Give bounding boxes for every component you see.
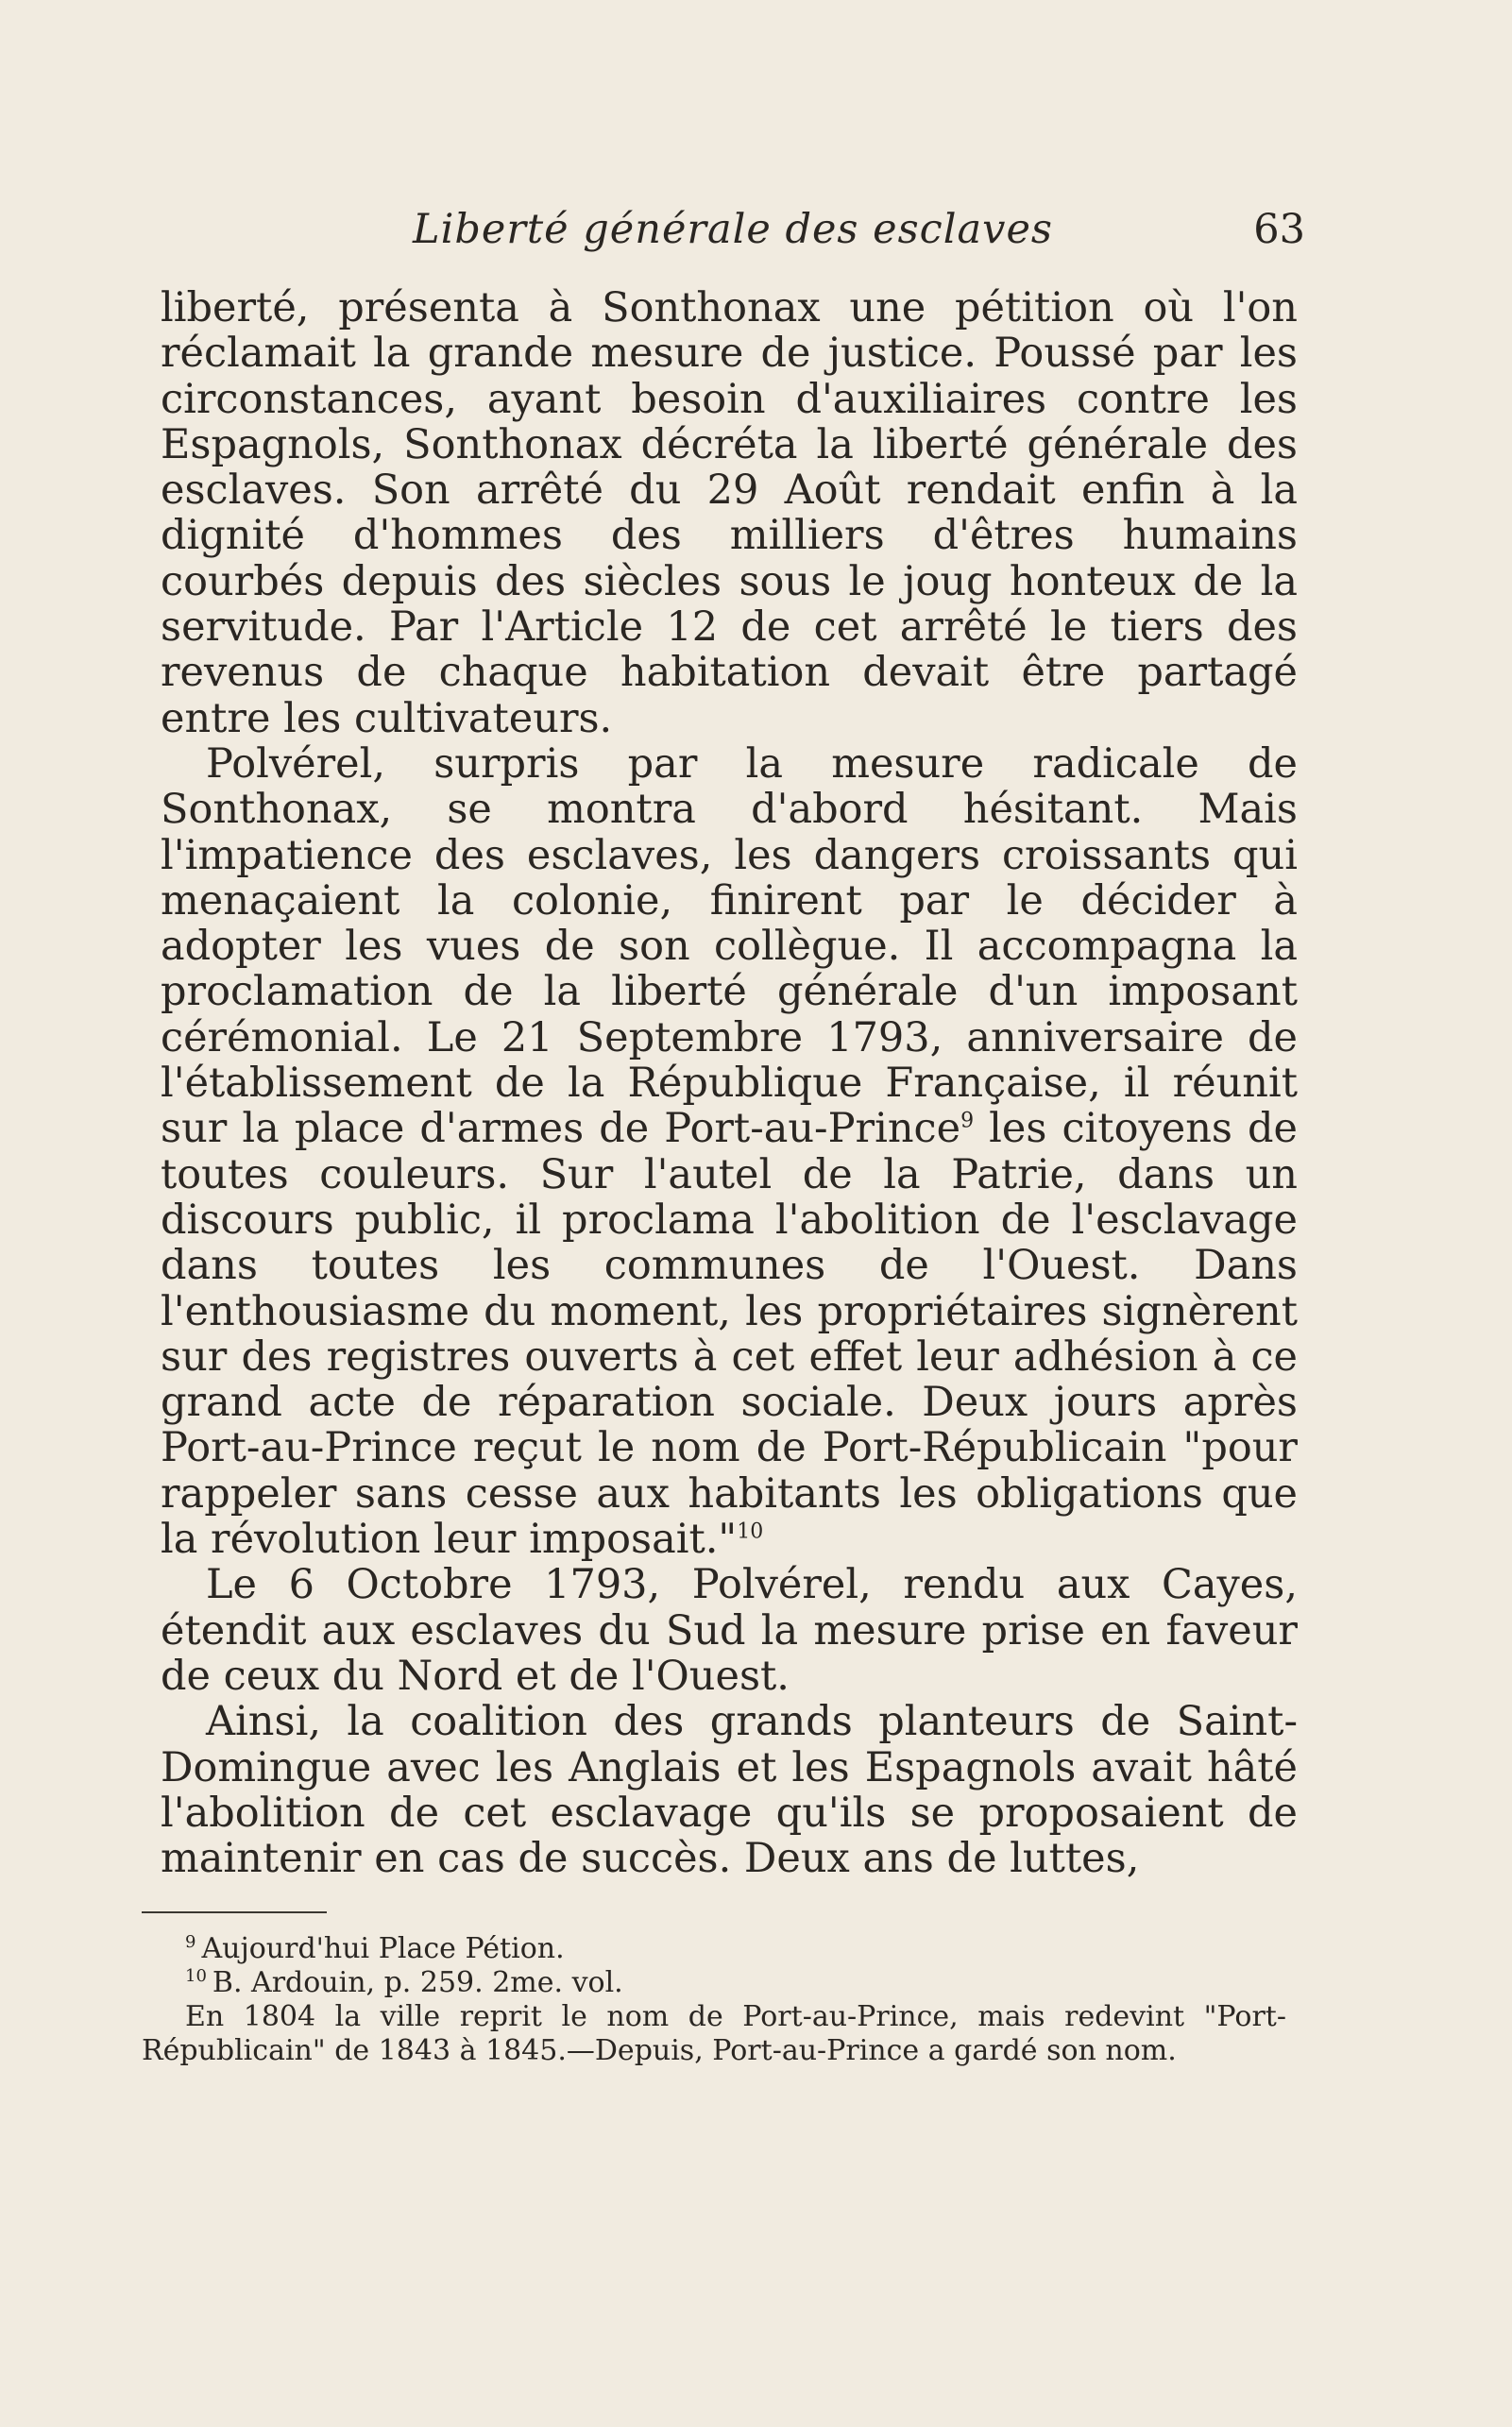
paragraph-1: liberté, présenta à Sonthonax une pétition où l'on réclamait la grande mesure de justice. Poussé par les circonstances, ayant besoin d'auxiliaires contre les Espagnols, Sonthonax décréta la liberté générale des esclaves. Son arrêté du 29 Août rendait enfin à la dignité d'hommes des milliers d'êtres humains courbés depuis des siècles sous le joug honteux de la servitude. Par l'Article 12 de cet arrêté le tiers des revenus de chaque habitation devait être partagé entre les cultivateurs.: [161, 284, 1298, 742]
body-text: [161, 285, 1298, 1881]
paragraph-3: Le 6 Octobre 1793, Polvérel, rendu aux Cayes, étendit aux esclaves du Sud la mesure prise en faveur de ceux du Nord et de l'Ouest.: [161, 1561, 1298, 1700]
footnotes: [142, 1932, 1286, 2068]
paragraph-2-text-b: les citoyens de toutes couleurs. Sur l'autel de la Patrie, dans un discours public, il proclama l'abolition de l'esclavage dans toutes les communes de l'Ouest. Dans l'enthousiasme du moment, les propriétaires signèrent sur des registres ouverts à cet effet leur adhésion à ce grand acte de réparation sociale. Deux jours après Port-au-Prince reçut le nom de Port-Républicain "pour rappeler sans cesse aux habitants les obligations que la révolution leur imposait.": [161, 1105, 1299, 1564]
footnote-10-mark: 10: [185, 1966, 207, 1986]
footnote-9: [142, 1932, 1286, 1966]
paragraph-2-text-a: Polvérel, surpris par la mesure radicale de Sonthonax, se montra d'abord hésitant. Mais l'impatience des esclaves, les dangers croissants qui menaçaient la colonie, finirent par le décider à adopter les vues de son collègue. Il accompagna la proclamation de la liberté générale d'un imposant cérémonial. Le 21 Septembre 1793, anniversaire de l'établissement de la République Française, il réunit sur la place d'armes de Port-au-Prince: [161, 739, 1298, 1153]
footnote-9-mark: 9: [185, 1932, 196, 1952]
running-title: Liberté générale des esclaves: [413, 206, 1053, 253]
page-number: 63: [1253, 206, 1305, 253]
running-header: [161, 206, 1305, 263]
paragraph-4: Ainsi, la coalition des grands planteurs de Saint-Domingue avec les Anglais et les Espagnols avait hâté l'abolition de cet esclavage qu'ils se proposaient de maintenir en cas de succès. Deux ans de luttes,: [161, 1698, 1298, 1883]
footnote-10: [142, 1966, 1286, 2000]
footnote-ref-9: 9: [960, 1110, 975, 1134]
paragraph-2: [161, 741, 1298, 1562]
footnote-10-text: B. Ardouin, p. 259. 2me. vol.: [212, 1966, 623, 1999]
footnote-ref-10: 10: [737, 1519, 764, 1544]
footnote-9-text: Aujourd'hui Place Pétion.: [201, 1932, 565, 1965]
footnote-divider: [142, 1911, 327, 1913]
footnote-10-continuation: En 1804 la ville reprit le nom de Port-au-Prince, mais redevint "Port-Républicain" de 1843 à 1845.—Depuis, Port-au-Prince a gardé son nom.: [142, 2000, 1286, 2067]
